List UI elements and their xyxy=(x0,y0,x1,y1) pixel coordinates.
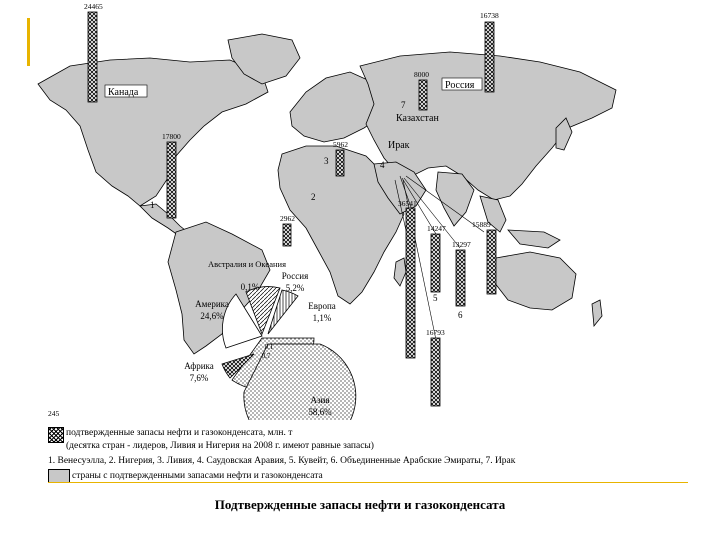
bar-iran xyxy=(431,338,440,406)
pie-label: Европа xyxy=(308,301,336,311)
pie-label xyxy=(208,259,286,269)
bar-value: 36541 xyxy=(398,199,417,208)
pie-fragment: 0,7 xyxy=(261,352,271,360)
bar-venezuela xyxy=(167,142,176,218)
bar-value: 15889 xyxy=(472,220,491,229)
pie-label-name: Австралия и Океания xyxy=(207,259,287,269)
bar-value: 2962 xyxy=(280,214,295,223)
bar-value: 14247 xyxy=(427,224,446,233)
country-label: Канада xyxy=(108,87,139,98)
region-number: 7 xyxy=(401,100,406,110)
bar-value: 17800 xyxy=(162,132,181,141)
pie-value: 58,6% xyxy=(308,407,332,417)
pie-label: Азия xyxy=(310,395,330,405)
bar-nigeria xyxy=(283,224,291,246)
bar-libya xyxy=(336,150,344,176)
region-number: 3 xyxy=(324,156,329,166)
bar-value: 8000 xyxy=(414,70,429,79)
pie-value: 1,1% xyxy=(312,313,332,323)
region-number: 6 xyxy=(458,310,463,320)
legend-hatch-swatch xyxy=(48,427,64,443)
bar-saudi-arabia xyxy=(406,208,415,358)
legend-grey-swatch xyxy=(48,469,70,483)
region-number: 4 xyxy=(380,160,385,170)
pie-value: 24,6% xyxy=(200,311,224,321)
bar-russia xyxy=(485,22,494,92)
bar-value: 245 xyxy=(48,409,60,418)
pie-label: Россия xyxy=(281,271,309,281)
bar-value: 13297 xyxy=(452,240,471,249)
bar-value: 16793 xyxy=(426,328,445,337)
north-america-shape xyxy=(38,58,268,206)
pie-value: 7,6% xyxy=(189,373,209,383)
pie-label: Америка xyxy=(195,299,229,309)
accent-rule xyxy=(48,482,688,483)
pie-value: 0,1% xyxy=(240,282,260,292)
legend-line-1: подтвержденные запасы нефти и газоконденсата, млн. т xyxy=(66,428,293,438)
region-number: 2 xyxy=(311,192,316,202)
legend-line-2: (десятка стран - лидеров, Ливия и Нигерия на 2008 г. имеют равные запасы) xyxy=(66,441,374,451)
bar-value: 16738 xyxy=(480,11,499,20)
new-zealand-shape xyxy=(592,300,602,326)
pie-fragment: 0,1 xyxy=(264,343,274,351)
bar-value: 5962 xyxy=(333,140,348,149)
legend-line-4: страны с подтвержденными запасами нефти и газоконденсата xyxy=(72,471,323,481)
pie-value: 5,2% xyxy=(285,283,305,293)
country-label: Россия xyxy=(445,80,475,91)
madagascar-shape xyxy=(394,258,406,286)
region-number: 5 xyxy=(433,293,438,303)
pie-label: Африка xyxy=(184,361,214,371)
bar-uae xyxy=(456,250,465,306)
country-label: Ирак xyxy=(388,140,410,151)
bar-canada xyxy=(88,12,97,102)
slide-caption: Подтвержденные запасы нефти и газоконденсата xyxy=(214,497,506,512)
australia-shape xyxy=(494,252,576,310)
region-number: 1 xyxy=(150,200,155,210)
bar-kuwait xyxy=(431,234,440,292)
bar-value: 24465 xyxy=(84,2,103,11)
legend-line-3: 1. Венесуэлла, 2. Нигерия, 3. Ливия, 4. Саудовская Аравия, 5. Кувейт, 6. Объединенные Арабские Эмираты, 7. Ирак xyxy=(48,456,516,466)
bar-kazakhstan xyxy=(419,80,427,110)
country-label: Казахстан xyxy=(396,113,439,124)
bar-iraq xyxy=(487,230,496,294)
